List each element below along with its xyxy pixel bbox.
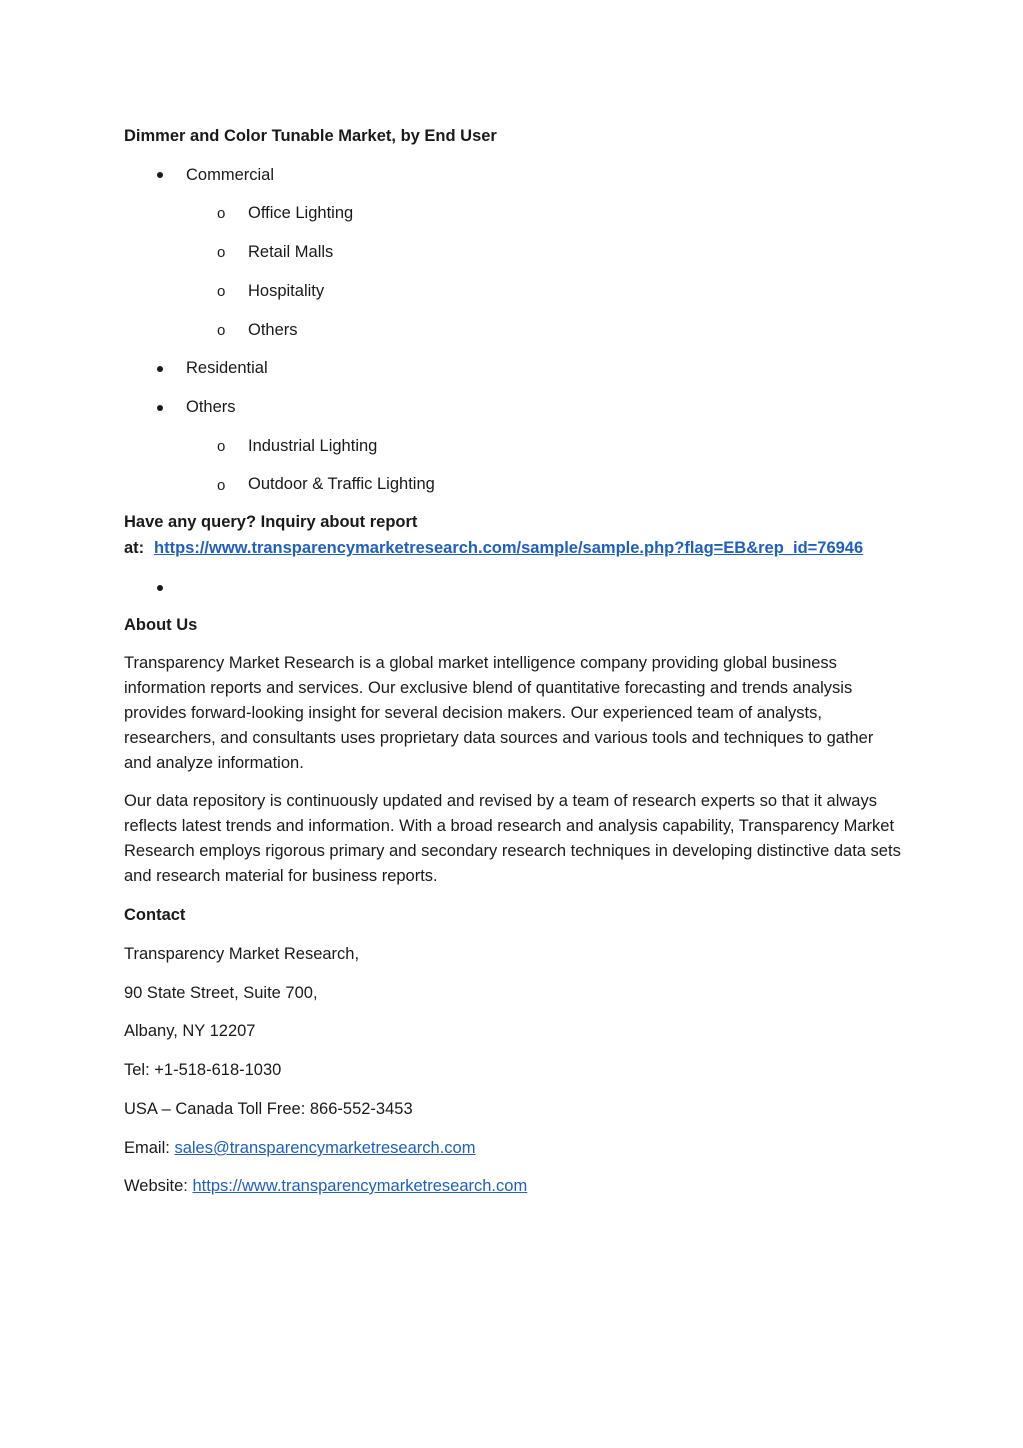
inquiry-prefix: at: (124, 539, 145, 557)
sub-bullet-icon: o (217, 438, 226, 455)
inquiry-link[interactable]: https://www.transparencymarketresearch.com/sample/sample.php?flag=EB&rep_id=76946 (154, 539, 864, 557)
sub-bullet-icon: o (217, 477, 226, 494)
list-item-commercial: Commercial (186, 166, 275, 184)
sub-item-office-lighting: Office Lighting (248, 204, 354, 222)
sub-item-others: Others (248, 321, 298, 339)
sub-bullet-icon: o (217, 322, 226, 339)
sub-bullet-icon: o (217, 205, 226, 222)
sub-item-retail-malls: Retail Malls (248, 243, 334, 261)
website-label: Website: (124, 1177, 188, 1195)
contact-email-row (124, 1138, 475, 1158)
bullet-icon (157, 405, 163, 411)
contact-website-row (124, 1176, 527, 1196)
segment-heading: Dimmer and Color Tunable Market, by End User (124, 127, 497, 145)
bullet-icon (157, 172, 163, 178)
sub-bullet-icon: o (217, 244, 226, 261)
website-link[interactable]: https://www.transparencymarketresearch.com (192, 1177, 528, 1195)
about-heading: About Us (124, 616, 198, 634)
sub-item-outdoor-traffic-lighting: Outdoor & Traffic Lighting (248, 475, 435, 493)
contact-city: Albany, NY 12207 (124, 1022, 256, 1040)
list-item-others: Others (186, 398, 236, 416)
contact-tel: Tel: +1-518-618-1030 (124, 1061, 282, 1079)
about-paragraph-1: Transparency Market Research is a global market intelligence company providing global business information reports and services. Our exclusive blend of quantitative forecasting and trends analysis provides forward-looking insight for several decision makers. Our experienced team of analysts, researchers, and consultants uses proprietary data sources and various tools and techniques to gather and analyze information. (124, 654, 874, 772)
email-link[interactable]: sales@transparencymarketresearch.com (174, 1139, 476, 1157)
contact-tollfree: USA – Canada Toll Free: 866-552-3453 (124, 1100, 413, 1118)
sub-item-industrial-lighting: Industrial Lighting (248, 437, 378, 455)
about-paragraph-2: Our data repository is continuously updated and revised by a team of research experts so that it always reflects latest trends and information. With a broad research and analysis capability, Transparency Market Research employs rigorous primary and secondary research techniques in developing distinctive data sets and research material for business reports. (124, 792, 901, 885)
contact-heading: Contact (124, 906, 186, 924)
email-label: Email: (124, 1139, 170, 1157)
inquiry-text: Have any query? Inquiry about report (124, 513, 418, 531)
bullet-icon (157, 585, 163, 591)
contact-company: Transparency Market Research, (124, 945, 360, 963)
contact-street: 90 State Street, Suite 700, (124, 984, 318, 1002)
bullet-icon (157, 366, 163, 372)
sub-bullet-icon: o (217, 283, 226, 300)
sub-item-hospitality: Hospitality (248, 282, 325, 300)
list-item-residential: Residential (186, 359, 268, 377)
